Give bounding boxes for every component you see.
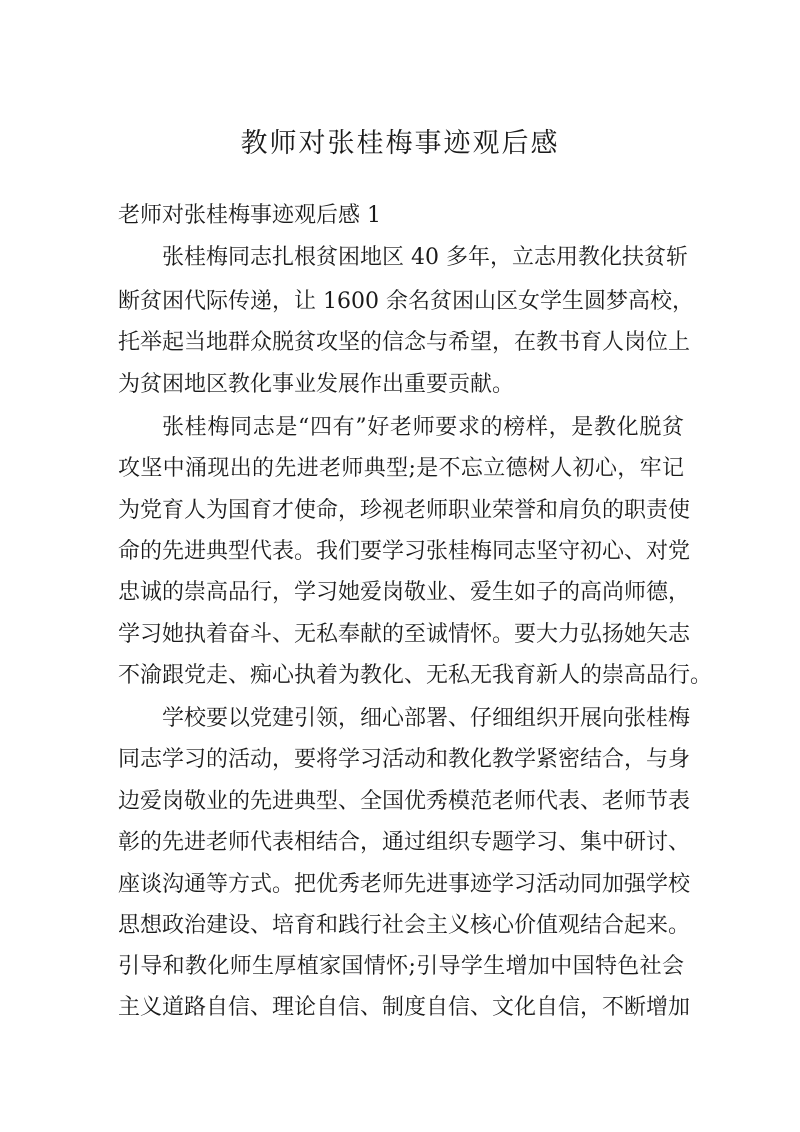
paragraph-3-line-3: 边爱岗敬业的先进典型、全国优秀模范老师代表、老师节表 [118, 789, 691, 814]
paragraph-3-line-8: 主义道路自信、理论自信、制度自信、文化自信，不断增加 [118, 995, 691, 1020]
paragraph-1-line-3: 托举起当地群众脱贫攻坚的信念与希望，在教书育人岗位上 [118, 330, 691, 355]
paragraph-2-line-2: 攻坚中涌现出的先进老师典型;是不忘立德树人初心，牢记 [118, 456, 684, 481]
paragraph-2-line-6: 学习她执着奋斗、无私奉献的至诚情怀。要大力弘扬她矢志 [118, 622, 691, 647]
paragraph-1-line-2: 断贫困代际传递，让 1600 余名贫困山区女学生圆梦高校， [118, 289, 694, 314]
document-title: 教师对张桂梅事迹观后感 [240, 128, 560, 159]
paragraph-1-line-1: 张桂梅同志扎根贫困地区 40 多年，立志用教化扶贫斩 [162, 245, 688, 270]
paragraph-1-line-4: 为贫困地区教化事业发展作出重要贡献。 [118, 372, 515, 397]
paragraph-3-line-4: 彰的先进老师代表相结合，通过组织专题学习、集中研讨、 [118, 830, 691, 855]
paragraph-3-line-7: 引导和教化师生厚植家国情怀;引导学生增加中国特色社会 [118, 954, 684, 979]
paragraph-3-line-6: 思想政治建设、培育和践行社会主义核心价值观结合起来。 [118, 913, 691, 938]
paragraph-2-line-3: 为党育人为国育才使命，珍视老师职业荣誉和肩负的职责使 [118, 498, 691, 523]
paragraph-2-line-5: 忠诚的崇高品行，学习她爱岗敬业、爱生如子的高尚师德， [118, 580, 691, 605]
paragraph-3-line-5: 座谈沟通等方式。把优秀老师先进事迹学习活动同加强学校 [118, 872, 691, 897]
paragraph-2-line-7: 不渝跟党走、痴心执着为教化、无私无我育新人的崇高品行。 [118, 663, 713, 688]
paragraph-3-line-2: 同志学习的活动，要将学习活动和教化教学紧密结合，与身 [118, 747, 691, 772]
paragraph-2-line-1: 张桂梅同志是“四有”好老师要求的榜样，是教化脱贫 [162, 415, 684, 440]
section-heading: 老师对张桂梅事迹观后感 1 [118, 203, 381, 228]
paragraph-3-line-1: 学校要以党建引领，细心部署、仔细组织开展向张桂梅 [162, 706, 691, 731]
paragraph-2-line-4: 命的先进典型代表。我们要学习张桂梅同志坚守初心、对党 [118, 539, 691, 564]
